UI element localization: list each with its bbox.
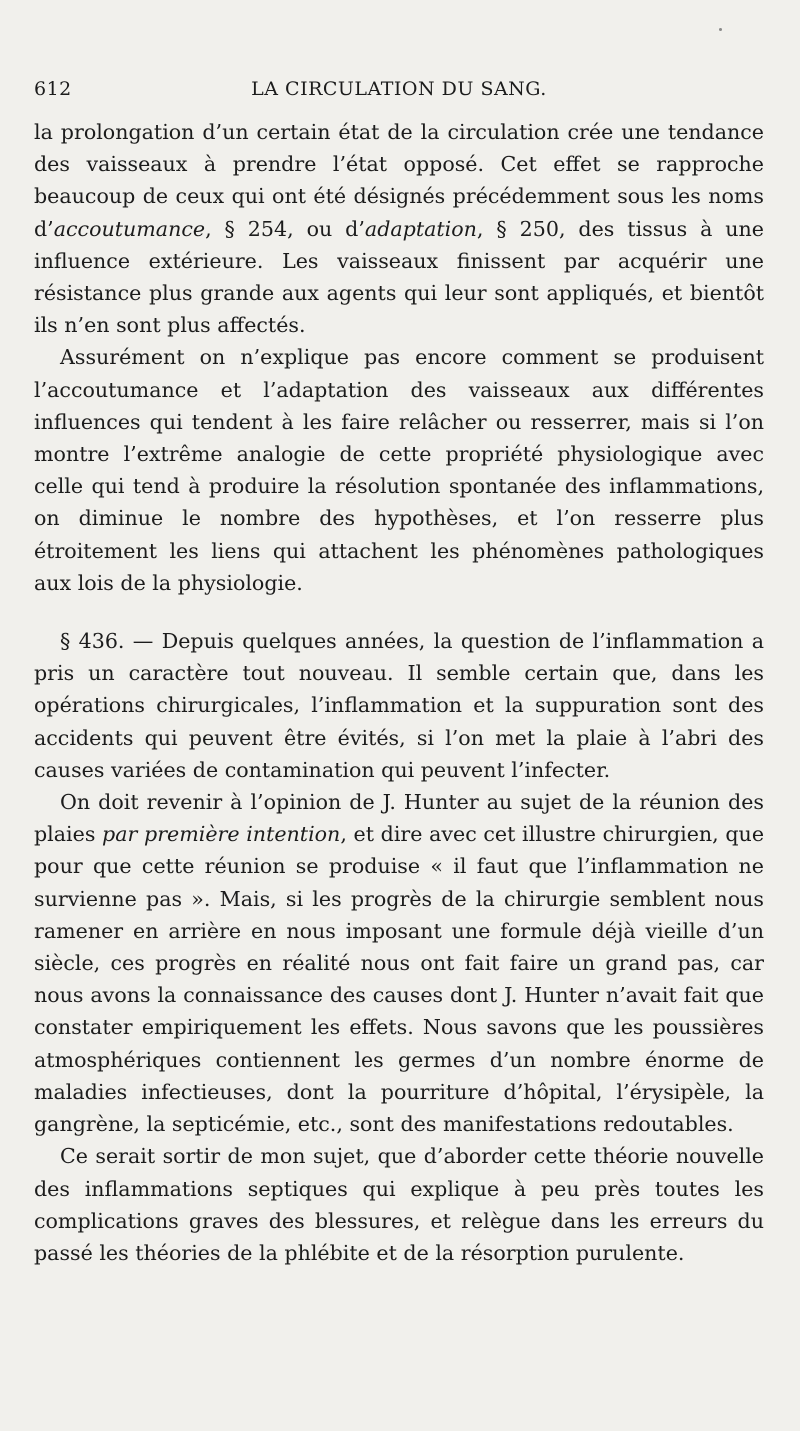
- page-number: 612: [34, 78, 72, 100]
- scan-speck: [719, 28, 722, 31]
- page-header: [34, 78, 764, 108]
- italic-term-accoutumance: accoutumance: [53, 216, 206, 241]
- paragraph-conclusion: Ce serait sortir de mon sujet, que d’aborder cette théorie nouvelle des inflammations septiques qui explique à peu près toutes les complications graves des blessures, et relègue dans les erreurs du passé les théories de la phlébite et de la résorption purulente.: [34, 1144, 764, 1265]
- paragraph-hunter: On doit revenir à l’opinion de J. Hunter au sujet de la réunion des plaies par première intention, et dire avec cet illustre chirurgien, que pour que cette réunion se produise « il faut que l’inflammation ne survienne pas ». Mais, si les progrès de la chirurgie semblent nous ramener en arrière en nous imposant une formule déjà vieille d’un siècle, ces progrès en réalité nous ont fait faire un grand pas, car nous avons la connaissance des causes dont J. Hunter n’avait fait que constater empiriquement les effets. Nous savons que les poussières atmosphériques contiennent les germes d’un nombre énorme de maladies infectieuses, dont la pourriture d’hôpital, l’érysipèle, la gangrène, la septicémie, etc., sont des manifestations redoutables.: [34, 790, 765, 1137]
- paragraph-section-436: § 436. — Depuis quelques années, la question de l’inflammation a pris un caractère tout nouveau. Il semble certain que, dans les opérations chirurgicales, l’inflammation et la suppuration sont des accidents qui peuvent être évités, si l’on met la plaie à l’abri des causes variées de contamination qui peuvent l’infecter.: [34, 629, 764, 782]
- section-gap: [34, 599, 764, 625]
- paragraph-assurement: Assurément on n’explique pas encore comment se produisent l’accoutumance et l’adaptation des vaisseaux aux différentes influences qui tendent à les faire relâcher ou resserrer, mais si l’on montre l’extrême analogie de cette propriété physiologique avec celle qui tend à produire la résolution spontanée des inflammations, on diminue le nombre des hypothèses, et l’on resserre plus étroitement les liens qui attachent les phénomènes pathologiques aux lois de la physiologie.: [34, 345, 764, 595]
- italic-term-premiere-intention: par première intention: [102, 822, 341, 847]
- italic-term-adaptation: adaptation: [364, 216, 477, 241]
- running-title: LA CIRCULATION DU SANG.: [251, 78, 547, 100]
- paragraph-continuation: la prolongation d’un certain état de la circulation crée une tendance des vaisseaux à prendre l’état opposé. Cet effet se rapproche beaucoup de ceux qui ont été désignés précédemment sous les noms d’accoutumance, § 254, ou d’adaptation, § 250, des tissus à une influence extérieure. Les vaisseaux finissent par acquérir une résistance plus grande aux agents qui leur sont appliqués, et bientôt ils n’en sont plus affectés.: [34, 120, 764, 338]
- body-text: [34, 116, 764, 1269]
